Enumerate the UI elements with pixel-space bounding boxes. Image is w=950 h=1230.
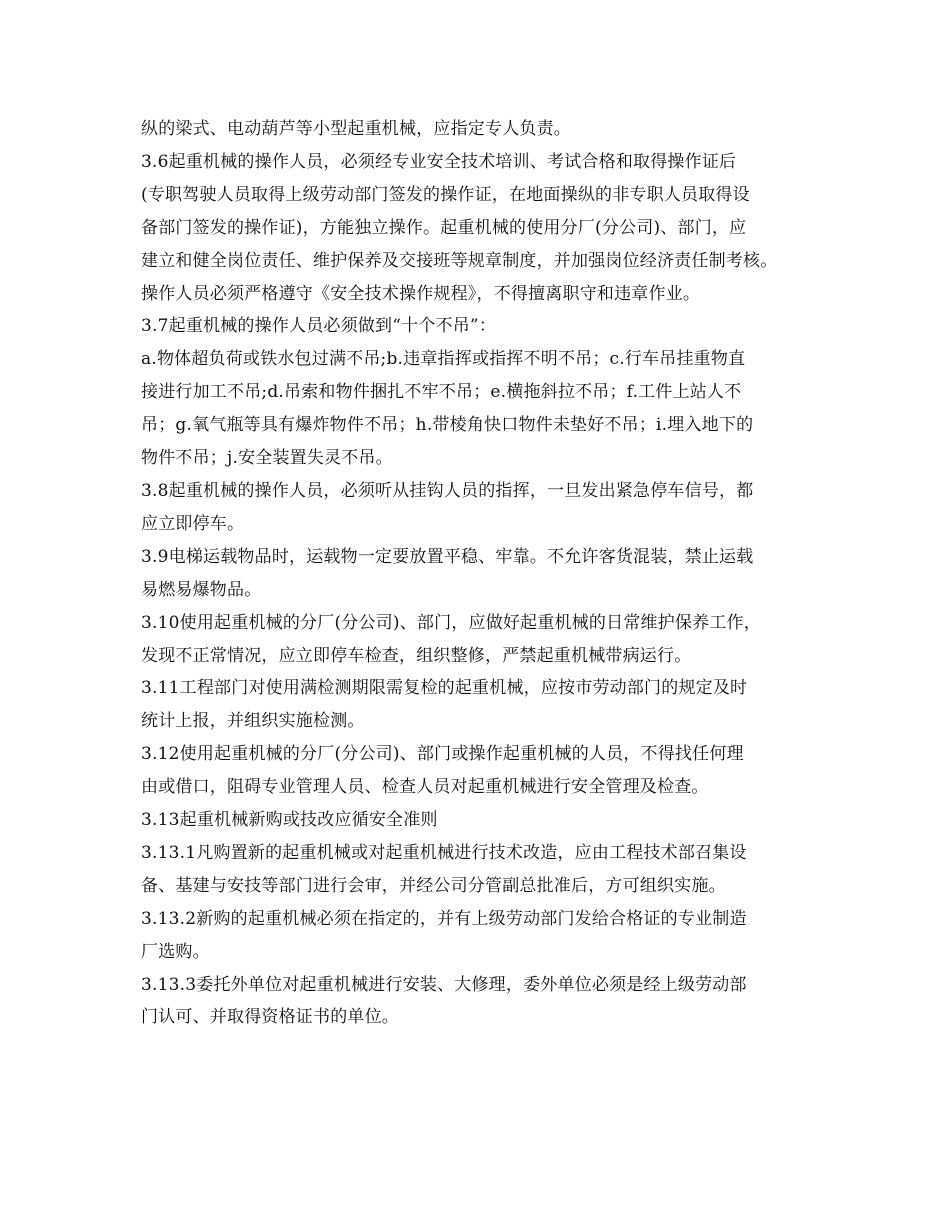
text-line: 3.10使用起重机械的分厂(分公司)、部门，应做好起重机械的日常维护保养工作， [141,612,761,633]
text-line: 操作人员必须严格遵守《安全技术操作规程》，不得擅离职守和违章作业。 [141,283,701,304]
text-line: 发现不正常情况，应立即停车检查，组织整修，严禁起重机械带病运行。 [141,645,692,666]
text-line: 备部门签发的操作证)，方能独立操作。起重机械的使用分厂(分公司)、部门，应 [141,217,747,238]
text-line: 3.8起重机械的操作人员，必须听从挂钩人员的指挥，一旦发出紧急停车信号，都 [141,480,754,501]
document-body [141,113,821,1034]
text-line: 由或借口，阻碍专业管理人员、检查人员对起重机械进行安全管理及检查。 [141,777,709,798]
text-line: 3.7起重机械的操作人员必须做到“十个不吊”： [141,316,497,337]
text-line: 吊；g.氧气瓶等具有爆炸物件不吊；h.带棱角快口物件未垫好不吊；i.埋入地下的 [141,415,754,436]
text-line: 3.13.2新购的起重机械必须在指定的，并有上级劳动部门发给合格证的专业制造 [141,908,747,929]
text-line: 3.6起重机械的操作人员，必须经专业安全技术培训、考试合格和取得操作证后 [141,151,737,172]
text-line: 3.12使用起重机械的分厂(分公司)、部门或操作起重机械的人员，不得找任何理 [141,744,744,765]
text-line: 3.11工程部门对使用满检测期限需复检的起重机械，应按市劳动部门的规定及时 [141,678,748,699]
text-line: 纵的梁式、电动葫芦等小型起重机械，应指定专人负责。 [141,119,571,139]
text-line: 接进行加工不吊;d.吊索和物件捆扎不牢不吊；e.横拖斜拉不吊；f.工件上站人不 [141,382,742,403]
text-line: 易燃易爆物品。 [141,579,262,600]
text-line: (专职驾驶人员取得上级劳动部门签发的操作证，在地面操纵的非专职人员取得设 [141,184,750,205]
text-line: 厂选购。 [141,941,210,962]
text-line: 统计上报，并组织实施检测。 [141,711,365,732]
text-line: 建立和健全岗位责任、维护保养及交接班等规章制度，并加强岗位经济责任制考核。 [141,250,778,271]
text-line: a.物体超负荷或铁水包过满不吊;b.违章指挥或指挥不明不吊；c.行车吊挂重物直 [141,349,746,370]
text-line: 物件不吊；j.安全装置失灵不吊。 [141,448,393,469]
text-line: 3.13起重机械新购或技改应循安全准则 [141,810,438,831]
text-line: 应立即停车。 [141,513,245,534]
text-line: 3.9电梯运载物品时，运载物一定要放置平稳、牢靠。不允许客货混装，禁止运载 [141,546,754,567]
text-line: 3.13.1凡购置新的起重机械或对起重机械进行技术改造，应由工程技术部召集设 [141,842,747,863]
text-line: 门认可、并取得资格证书的单位。 [141,1007,399,1028]
text-line: 3.13.3委托外单位对起重机械进行安装、大修理，委外单位必须是经上级劳动部 [141,974,747,995]
text-line: 备、基建与安技等部门进行会审，并经公司分管副总批准后，方可组织实施。 [141,875,726,896]
